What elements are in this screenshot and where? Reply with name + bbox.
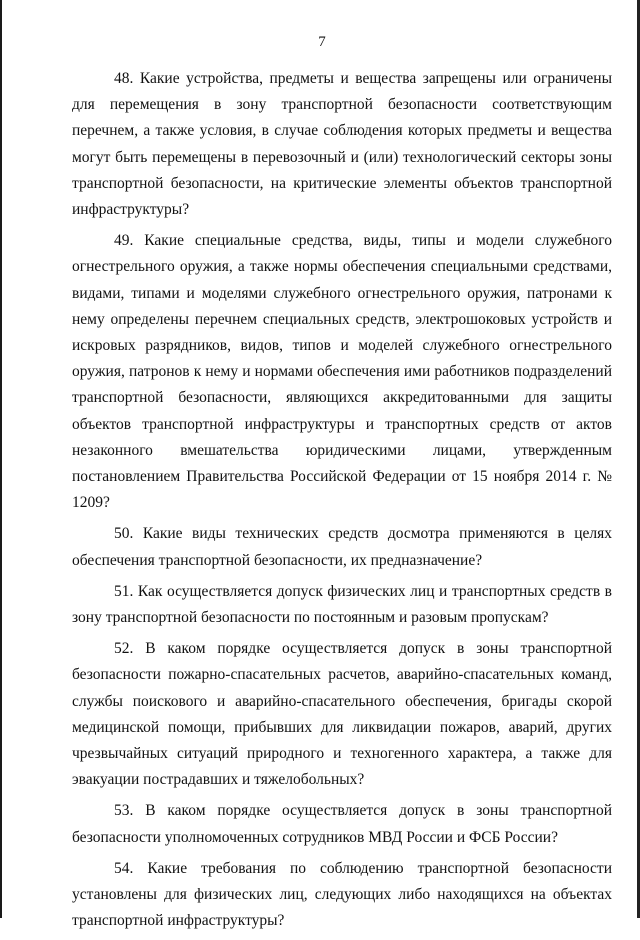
question-52: 52. В каком порядке осуществляется допуск в зоны транспортной безопасности пожарно-спасательных расчетов, аварийно-спасательных команд, службы поискового и аварийно-спасательного обеспечения, бригады скорой медицинской помощи, прибывших для ликвидации пожаров, аварий, других чрезвычайных ситуаций природного и техногенного характера, а также для эвакуации пострадавших и тяжелобольных? xyxy=(72,640,612,789)
document-body xyxy=(72,66,612,940)
question-48: 48. Какие устройства, предметы и вещества запрещены или ограничены для перемещения в зону транспортной безопасности соответствующим перечнем, а также условия, в случае соблюдения которых предметы и вещества могут быть перемещены в перевозочный и (или) технологический секторы зоны транспортной безопасности, на критические элементы объектов транспортной инфраструктуры? xyxy=(72,70,612,219)
question-51: 51. Как осуществляется допуск физических лиц и транспортных средств в зону транспортной безопасности по постоянным и разовым пропускам? xyxy=(72,582,612,627)
question-53: 53. В каком порядке осуществляется допуск в зоны транспортной безопасности уполномоченных сотрудников МВД России и ФСБ России? xyxy=(72,802,612,846)
question-49: 49. Какие специальные средства, виды, типы и модели служебного огнестрельного оружия, а также нормы обеспечения специальными средствами, видами, типами и моделями служебного огнестрельного оружия, патронами к нему определены перечнем специальных средств, электрошоковых устройств и искровых разрядников, видов, типов и моделей служебного огнестрельного оружия, патронов к нему и нормами обеспечения ими работников подразделений транспортной безопасности, являющихся аккредитованными для защиты объектов транспортной инфраструктуры и транспортных средств от актов незаконного вмешательства юридическими лицами, утвержденным постановлением Правительства Российской Федерации от 15 ноября 2014 г. № 1209? xyxy=(72,232,612,512)
page-number: 7 xyxy=(318,34,326,50)
question-50: 50. Какие виды технических средств досмотра применяются в целях обеспечения транспортной безопасности, их предназначение? xyxy=(72,525,612,569)
question-54: 54. Какие требования по соблюдению транспортной безопасности установлены для физических лиц, следующих либо находящихся на объектах транспортной инфраструктуры? xyxy=(72,859,612,930)
